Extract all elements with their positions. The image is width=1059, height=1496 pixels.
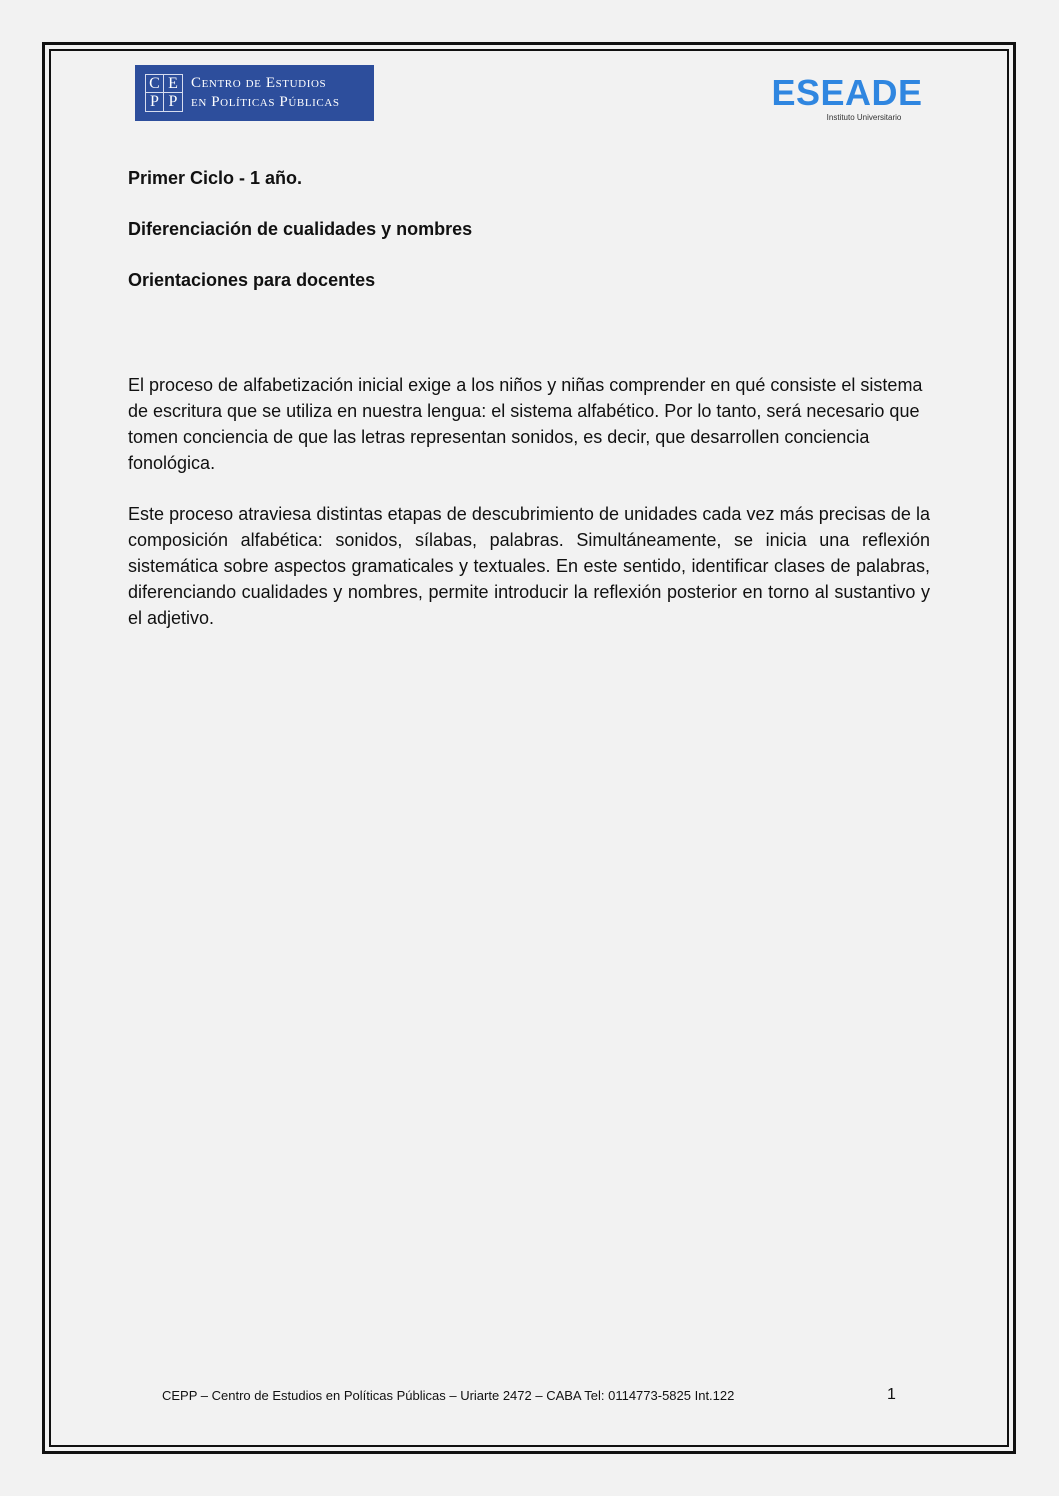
cepp-letter-grid: [145, 74, 183, 112]
cepp-logo-line2: en Políticas Públicas: [191, 94, 340, 110]
cepp-logo: [135, 65, 374, 121]
cepp-logo-name: [191, 74, 340, 112]
eseade-logo-subtitle: Instituto Universitario: [826, 113, 902, 122]
eseade-logo-word: ESEADE: [771, 72, 923, 113]
cepp-letter: E: [164, 75, 182, 93]
page-border-inner: [49, 49, 1009, 1447]
document-heading-cycle: Primer Ciclo - 1 año.: [128, 168, 303, 188]
cepp-letter: P: [168, 93, 178, 110]
document-heading-topic: Diferenciación de cualidades y nombres: [128, 219, 473, 239]
eseade-logo: [768, 74, 926, 123]
cepp-letter: C: [146, 75, 164, 93]
body-paragraph: El proceso de alfabetización inicial exige a los niños y niñas comprender en qué consiste el sistema de escritura que se utiliza en nuestra lengua: el sistema alfabético. Por lo tanto, será necesario que tomen conciencia de que las letras representan sonidos, es decir, que desarrollen conciencia fonológica.: [128, 375, 923, 473]
cepp-logo-line1: Centro de Estudios: [191, 75, 327, 91]
footer-address: CEPP – Centro de Estudios en Políticas Públicas – Uriarte 2472 – CABA Tel: 0114773-5825 Int.122: [162, 1388, 735, 1403]
body-paragraph: Este proceso atraviesa distintas etapas de descubrimiento de unidades cada vez más precisas de la composición alfabética: sonidos, sílabas, palabras. Simultáneamente, se inicia una reflexión sistemática sobre aspectos gramaticales y textuales. En este sentido, identificar clases de palabras, diferenciando cualidades y nombres, permite introducir la reflexión posterior en torno al sustantivo y el adjetivo.: [128, 504, 930, 628]
cepp-letter: P: [146, 93, 164, 111]
document-heading-audience: Orientaciones para docentes: [128, 270, 376, 290]
page-number: 1: [887, 1386, 896, 1403]
